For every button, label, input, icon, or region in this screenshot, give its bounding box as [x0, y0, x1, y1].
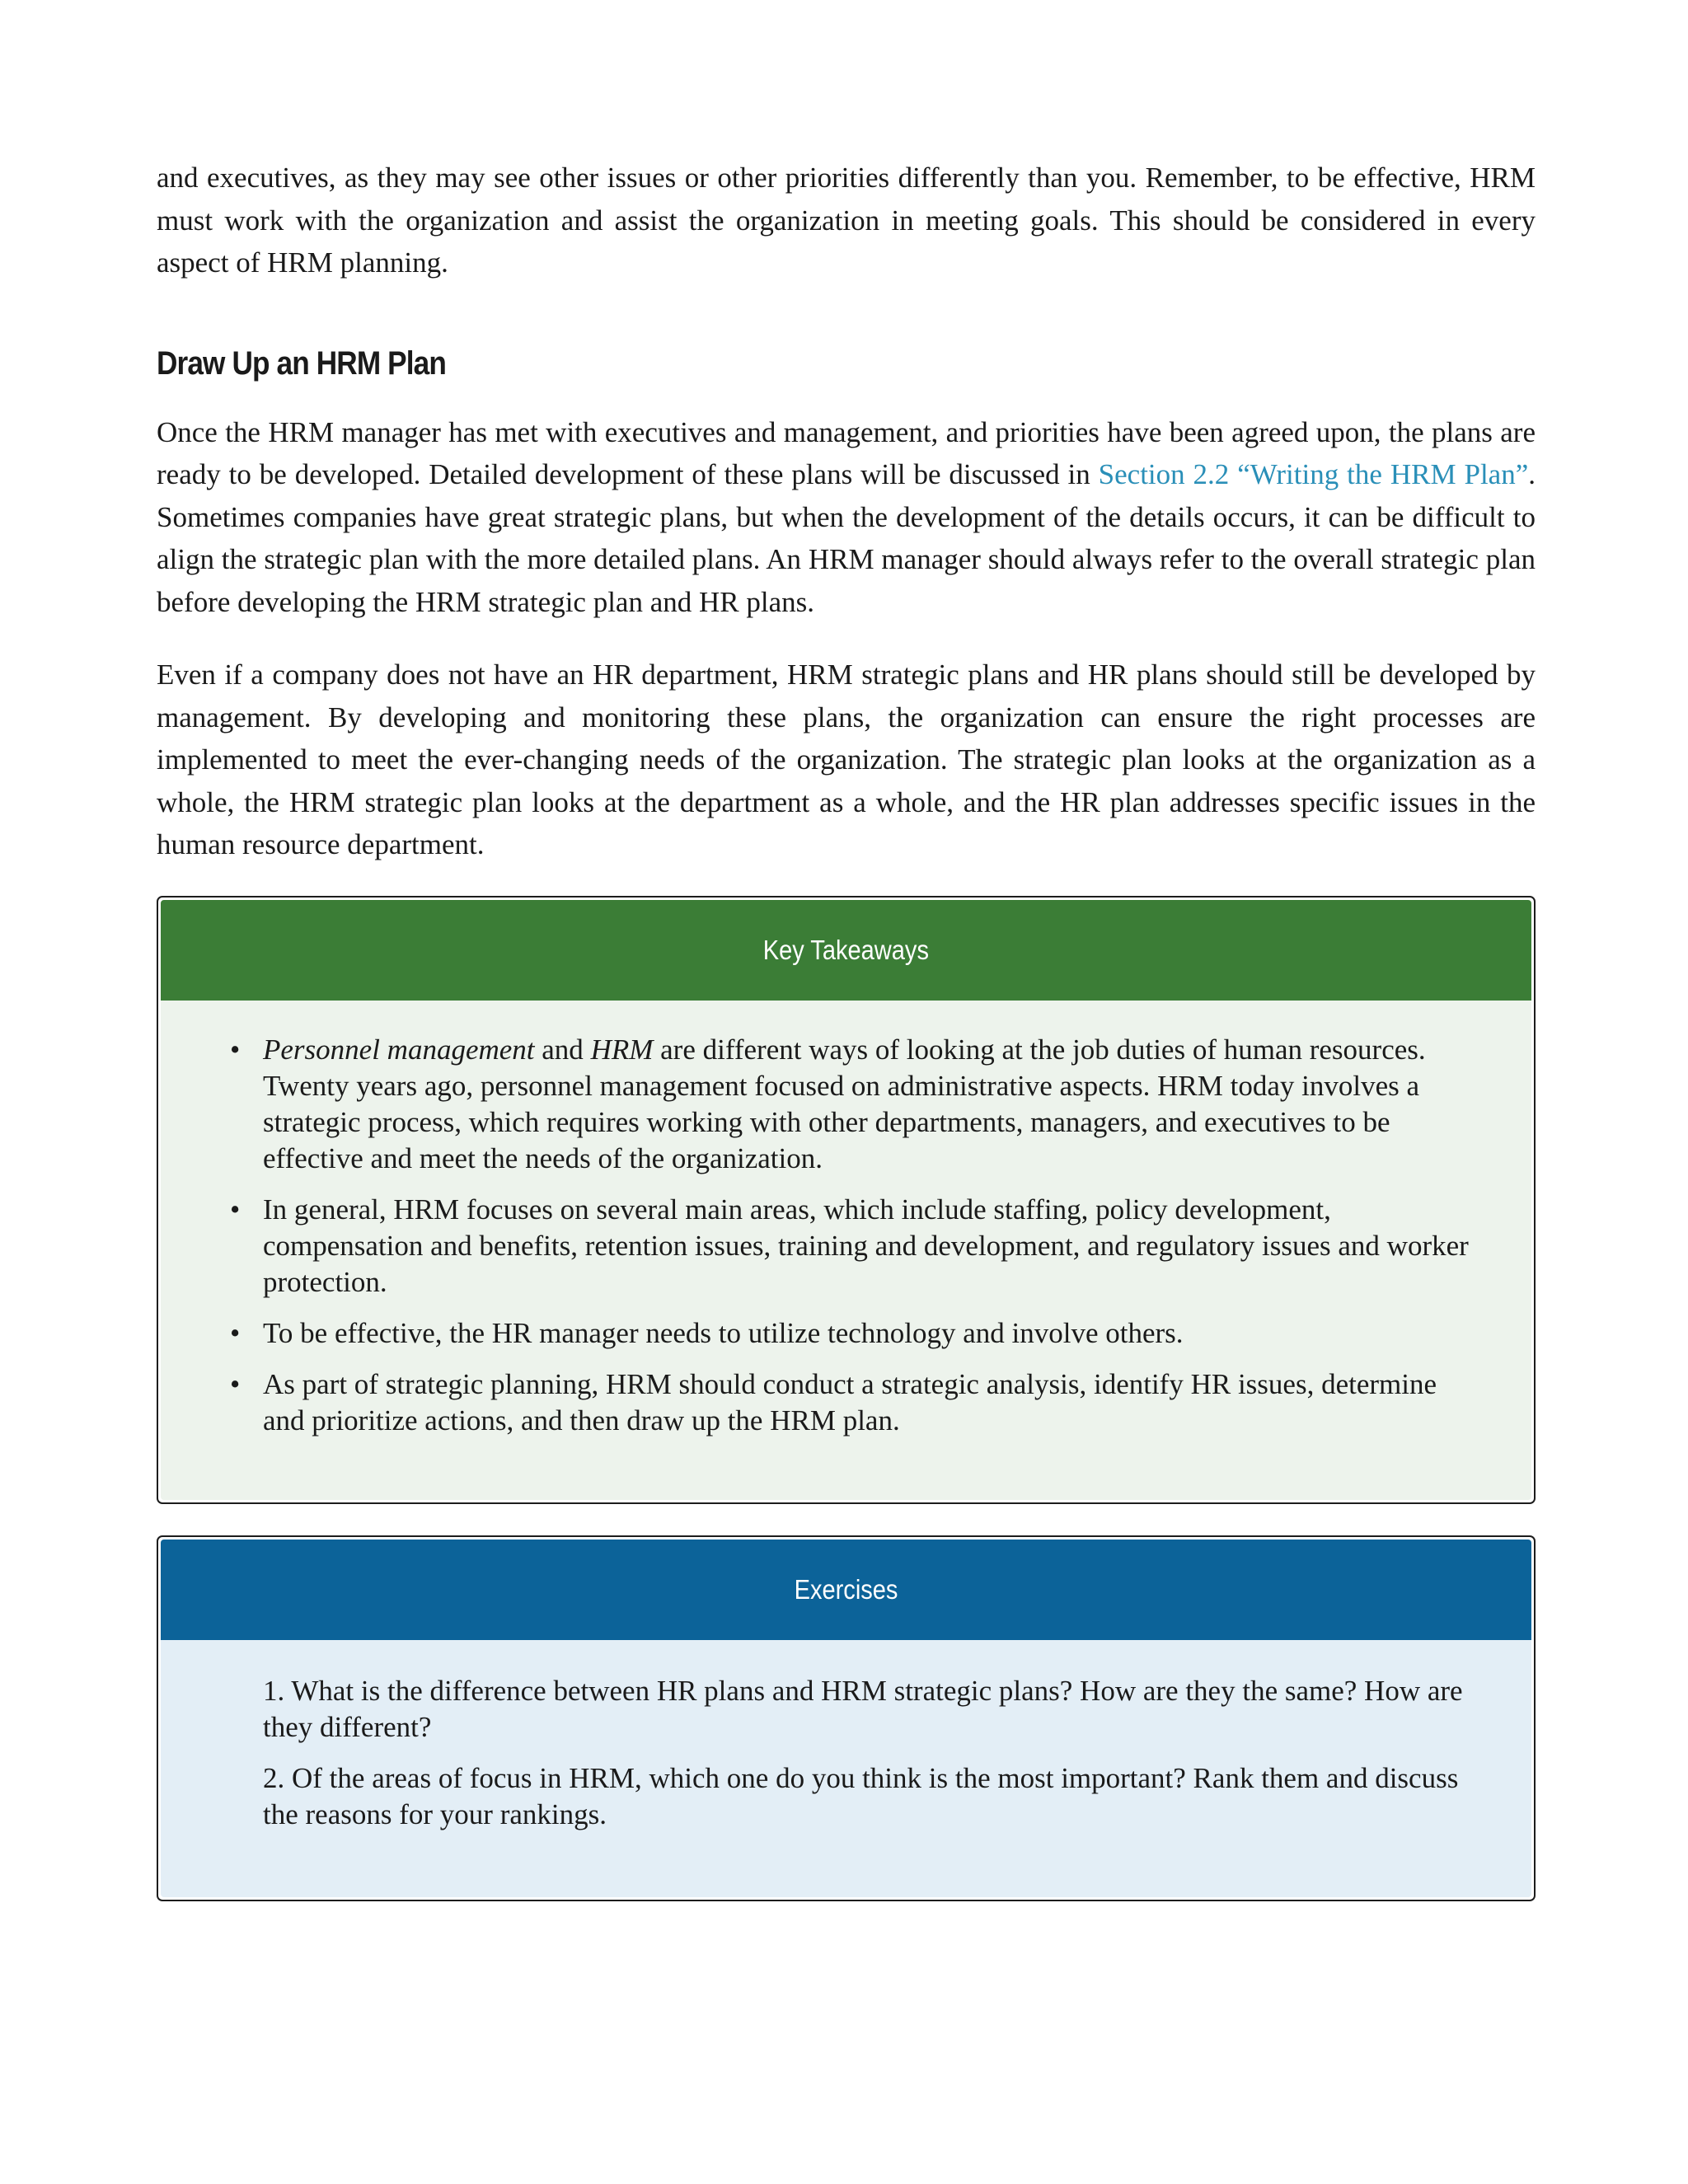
list-item	[263, 1032, 1485, 1177]
exercises-list	[263, 1673, 1485, 1833]
list-item-text: and	[534, 1033, 591, 1066]
list-item: • As part of strategic planning, HRM should conduct a strategic analysis, identify HR issues, determine and prioritize actions, and then draw up the HRM plan.	[263, 1366, 1485, 1439]
paragraph-text-end: . Sometimes companies have great strategic plans, but when the development of the details occurs, it can be difficult to align the strategic plan with the more detailed plans. An HRM manager should always refer to the overall strategic plan before developing the HRM strategic plan and HR plans.	[157, 458, 1536, 618]
document-page	[157, 157, 1536, 1901]
key-takeaways-body	[161, 1001, 1531, 1500]
list-item: • In general, HRM focuses on several main areas, which include staffing, policy development, compensation and benefits, retention issues, training and development, and regulatory issues and worker protection.	[263, 1192, 1485, 1301]
list-item: 1. What is the difference between HR plans and HRM strategic plans? How are they the same? How are they different?	[263, 1674, 1463, 1743]
paragraph-no-hr-department: Even if a company does not have an HR department, HRM strategic plans and HR plans should still be developed by management. By developing and monitoring these plans, the organization can ensure the right processes are implemented to meet the ever-changing needs of the organization. The strategic plan looks at the organization as a whole, the HRM strategic plan looks at the department as a whole, and the HR plan addresses specific issues in the human resource department.	[157, 658, 1536, 860]
exercises-body	[161, 1640, 1531, 1897]
key-takeaways-header	[161, 900, 1531, 1001]
term-hrm: HRM	[590, 1033, 654, 1066]
paragraph-plans-development	[157, 411, 1536, 624]
key-takeaways-title: Key Takeaways	[762, 934, 930, 965]
exercises-header	[161, 1540, 1531, 1640]
exercises-title: Exercises	[794, 1573, 898, 1605]
section-2-2-link[interactable]: Section 2.2 “Writing the HRM Plan”	[1098, 458, 1529, 490]
list-item: • To be effective, the HR manager needs to utilize technology and involve others.	[263, 1315, 1485, 1352]
list-item-text: are different ways of looking at the job duties of human resources. Twenty years ago, personnel management focused on administrative aspects. HRM today involves a strategic process, which requires working with other departments, managers, and executives to be effective and meet the needs of the organization.	[263, 1033, 1426, 1174]
key-takeaways-list	[263, 1032, 1485, 1439]
intro-paragraph: and executives, as they may see other issues or other priorities differently than you. Remember, to be effective, HRM must work with the organization and assist the organization in meeting goals. This should be considered in every aspect of HRM planning.	[157, 162, 1536, 279]
term-personnel-management: Personnel management	[263, 1033, 535, 1066]
section-heading: Draw Up an HRM Plan	[157, 344, 446, 382]
key-takeaways-box	[157, 896, 1536, 1504]
list-item: 2. Of the areas of focus in HRM, which one do you think is the most important? Rank them and discuss the reasons for your rankings.	[263, 1761, 1459, 1830]
exercises-box	[157, 1535, 1536, 1901]
paragraph-text-start: Once the HRM manager has met with executives and management, and priorities have been agreed upon, the plans are ready to be developed. Detailed development of these plans will be discussed in	[157, 415, 1536, 490]
